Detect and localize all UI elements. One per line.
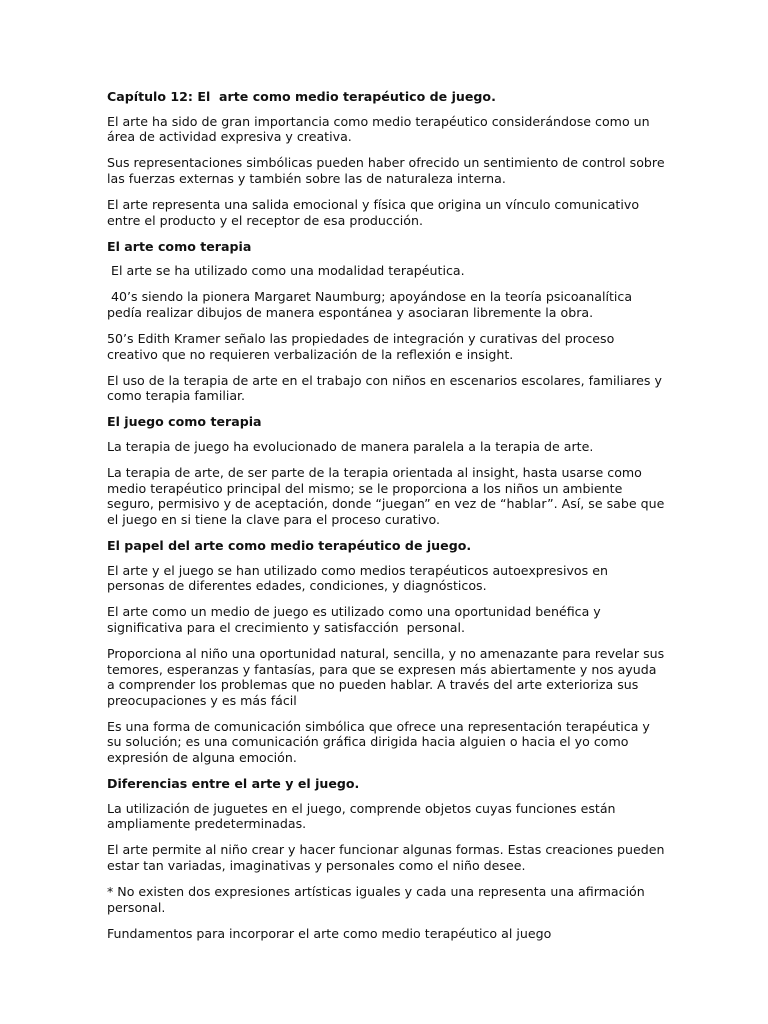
paragraph: Proporciona al niño una oportunidad natural, sencilla, y no amenazante para revelar sus temores, esperanzas y fantasías, para que se expresen más abiertamente y nos ayuda a comprender los problemas que no pueden hablar. A través del arte exterioriza sus preocupaciones y es más fácil — [107, 645, 669, 708]
paragraph: El arte se ha utilizado como una modalidad terapéutica. — [107, 263, 465, 279]
section-heading: El papel del arte como medio terapéutico de juego. — [107, 537, 472, 553]
document-page — [107, 89, 667, 952]
paragraph: La terapia de juego ha evolucionado de manera paralela a la terapia de arte. — [107, 439, 594, 454]
paragraph: El arte permite al niño crear y hacer funcionar algunas formas. Estas creaciones pueden estar tan variadas, imaginativas y personales como el niño desee. — [107, 842, 669, 873]
paragraph: El arte ha sido de gran importancia como medio terapéutico considerándose como un área de actividad expresiva y creativa. — [107, 113, 654, 145]
paragraph: El uso de la terapia de arte en el trabajo con niños en escenarios escolares, familiares y como terapia familiar. — [107, 372, 666, 404]
paragraph: El arte como un medio de juego es utilizado como una oportunidad benéfica y significativa para el crecimiento y satisfacción personal. — [107, 604, 605, 635]
paragraph: * No existen dos expresiones artísticas iguales y cada una representa una afirmación personal. — [107, 884, 649, 915]
section-heading: Diferencias entre el arte y el juego. — [107, 776, 360, 792]
paragraph: 40’s siendo la pionera Margaret Naumburg; apoyándose en la teoría psicoanalítica pedía realizar dibujos de manera espontánea y asociaran libremente la obra. — [107, 289, 637, 320]
paragraph: La utilización de juguetes en el juego, comprende objetos cuyas funciones están ampliamente predeterminadas. — [107, 800, 620, 832]
paragraph: 50’s Edith Kramer señalo las propiedades de integración y curativas del proceso creativo que no requieren verbalización de la reflexión e insight. — [107, 331, 619, 362]
paragraph: El arte representa una salida emocional y física que origina un vínculo comunicativo entre el producto y el receptor de esa producción. — [107, 196, 644, 228]
paragraph: La terapia de arte, de ser parte de la terapia orientada al insight, hasta usarse como medio terapéutico principal del mismo; se le proporciona a los niños un ambiente seguro, permisivo y de aceptación, donde “juegan” en vez de “hablar”. Así, se sabe que el juego en si tiene la clave para el proceso curativo. — [107, 465, 669, 527]
paragraph: Es una forma de comunicación simbólica que ofrece una representación terapéutica y su solución; es una comunicación gráfica dirigida hacia alguien o hacia el yo como expresión de alguna emoción. — [107, 718, 654, 765]
chapter-title: Capítulo 12: El arte como medio terapéutico de juego. — [107, 89, 496, 104]
section-heading: El arte como terapia — [107, 238, 252, 254]
paragraph: El arte y el juego se han utilizado como medios terapéuticos autoexpresivos en personas de diferentes edades, condiciones, y diagnósticos. — [107, 562, 612, 594]
paragraph: Sus representaciones simbólicas pueden haber ofrecido un sentimiento de control sobre las fuerzas externas y también sobre las de naturaleza interna. — [107, 155, 669, 186]
section-heading: El juego como terapia — [107, 414, 262, 430]
paragraph: Fundamentos para incorporar el arte como medio terapéutico al juego — [107, 925, 552, 941]
